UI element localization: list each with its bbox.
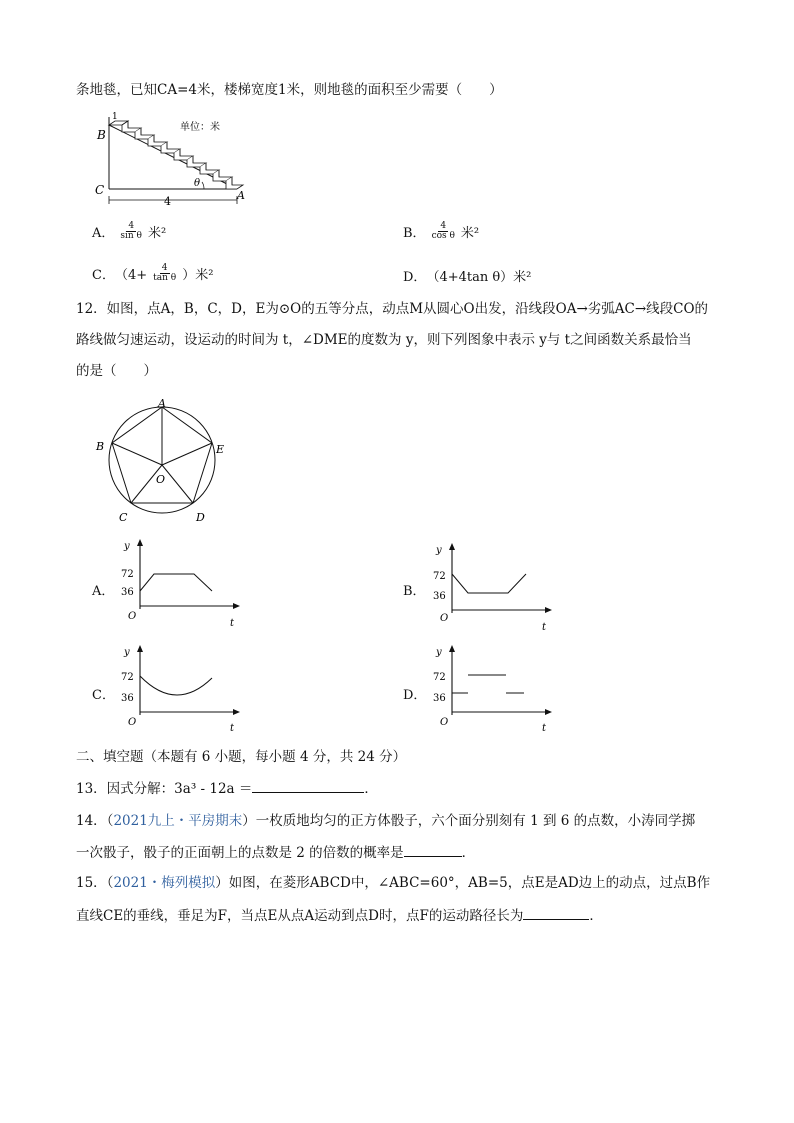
q15-source-link[interactable]: 2021・梅列模拟 (113, 875, 216, 891)
fraction: $\frac{4}{\text{tan θ}}$ (153, 263, 177, 284)
svg-text:36: 36 (121, 693, 134, 704)
point-c-label: C (95, 183, 105, 197)
q11-stem: 条地毯，已知CA=4米，楼梯宽度1米，则地毯的面积至少需要（ ） (76, 82, 503, 98)
graph-c (114, 641, 244, 733)
svg-text:t: t (542, 723, 547, 733)
svg-text:36: 36 (121, 587, 134, 598)
q15-line2: 直线CE的垂线，垂足为F，当点E从点A运动到点D时，点F的运动路径长为 ． (76, 908, 603, 924)
q12-line1: 12．如图，点A，B，C，D，E为⊙O的五等分点，动点M从圆心O出发，沿线段OA→劣弧AC→线段CO的 (76, 301, 709, 317)
section-2-heading: 二、填空题（本题有 6 小题，每小题 4 分，共 24 分） (76, 749, 407, 765)
q13: 13．因式分解：3a³ - 12a ＝ ． (76, 781, 378, 797)
point-b-label: B (97, 128, 106, 142)
svg-text:72: 72 (121, 569, 134, 580)
q12-line3: 的是（ ） (76, 363, 157, 379)
length-four-label: 4 (164, 195, 171, 208)
svg-text:y: y (124, 541, 130, 552)
angle-theta-label: θ (194, 178, 201, 189)
pentagon-point-d: D (196, 511, 205, 524)
graph-c-curve (140, 676, 212, 695)
svg-text:O: O (128, 717, 137, 728)
graph-d-option[interactable]: D． (403, 688, 427, 703)
q15-line1: 15．（2021・梅列模拟）如图，在菱形ABCD中，∠ABC=60°，AB=5，点E是AD边上的动点，过点B作 (76, 875, 711, 891)
width-one-label: 1 (112, 112, 118, 122)
svg-text:t: t (230, 723, 235, 733)
pentagon-point-c: C (119, 511, 128, 524)
q14-line2: 一次骰子，骰子的正面朝上的点数是 2 的倍数的概率是 ． (76, 845, 476, 861)
svg-text:y: y (436, 647, 442, 658)
graph-b (428, 541, 558, 633)
answer-blank[interactable] (404, 845, 462, 857)
svg-text:O: O (440, 717, 449, 728)
graph-c-option[interactable]: C． (92, 688, 115, 703)
svg-text:72: 72 (121, 672, 134, 683)
svg-text:O: O (128, 611, 137, 622)
point-a-label: A (237, 189, 245, 202)
q11-option-c[interactable]: C． （4+ $\frac{4}{\text{tan θ}}$ ）米² (92, 263, 214, 284)
svg-text:36: 36 (433, 693, 446, 704)
svg-text:t: t (230, 618, 235, 629)
svg-text:72: 72 (433, 672, 446, 683)
q11-option-b[interactable]: B． $\frac{4}{\text{cos θ}}$ 米² (403, 221, 480, 242)
graph-a-option[interactable]: A． (92, 584, 115, 599)
q11-option-d[interactable]: D． （4+4tan θ）米² (403, 270, 532, 285)
svg-text:O: O (440, 613, 449, 624)
graph-a (114, 537, 244, 629)
pentagon-circle-figure (92, 395, 242, 527)
answer-blank[interactable] (523, 908, 589, 920)
stair-figure (92, 112, 252, 208)
q14-line1: 14．（2021九上・平房期末）一枚质地均匀的正方体骰子，六个面分别刻有 1 到 6 的点数，小涛同学掷 (76, 813, 696, 829)
fraction: $\frac{4}{\text{sin θ}}$ (120, 221, 142, 242)
svg-text:y: y (124, 647, 130, 658)
pentagon-point-a: A (158, 397, 166, 410)
graph-a-curve (140, 574, 212, 591)
graph-b-curve (452, 574, 526, 593)
svg-text:y: y (436, 545, 442, 556)
svg-text:36: 36 (433, 591, 446, 602)
q11-option-a[interactable]: A． $\frac{4}{\text{sin θ}}$ 米² (92, 221, 167, 242)
stair-steps (109, 121, 243, 189)
graph-d (428, 641, 558, 733)
svg-text:t: t (542, 622, 547, 633)
answer-blank[interactable] (252, 781, 364, 793)
pentagon-center-o: O (156, 473, 166, 486)
graph-d-curve (452, 675, 524, 693)
fraction: $\frac{4}{\text{cos θ}}$ (431, 221, 455, 242)
graph-b-option[interactable]: B． (403, 584, 426, 599)
unit-label: 单位：米 (180, 122, 220, 133)
pentagon-point-b: B (96, 440, 105, 453)
q14-source-link[interactable]: 2021九上・平房期末 (113, 813, 243, 829)
svg-text:72: 72 (433, 571, 446, 582)
pentagon-point-e: E (216, 443, 225, 456)
q12-line2: 路线做匀速运动，设运动的时间为 t，∠DME的度数为 y，则下列图象中表示 y与 t之间函数关系最恰当 (76, 332, 692, 348)
